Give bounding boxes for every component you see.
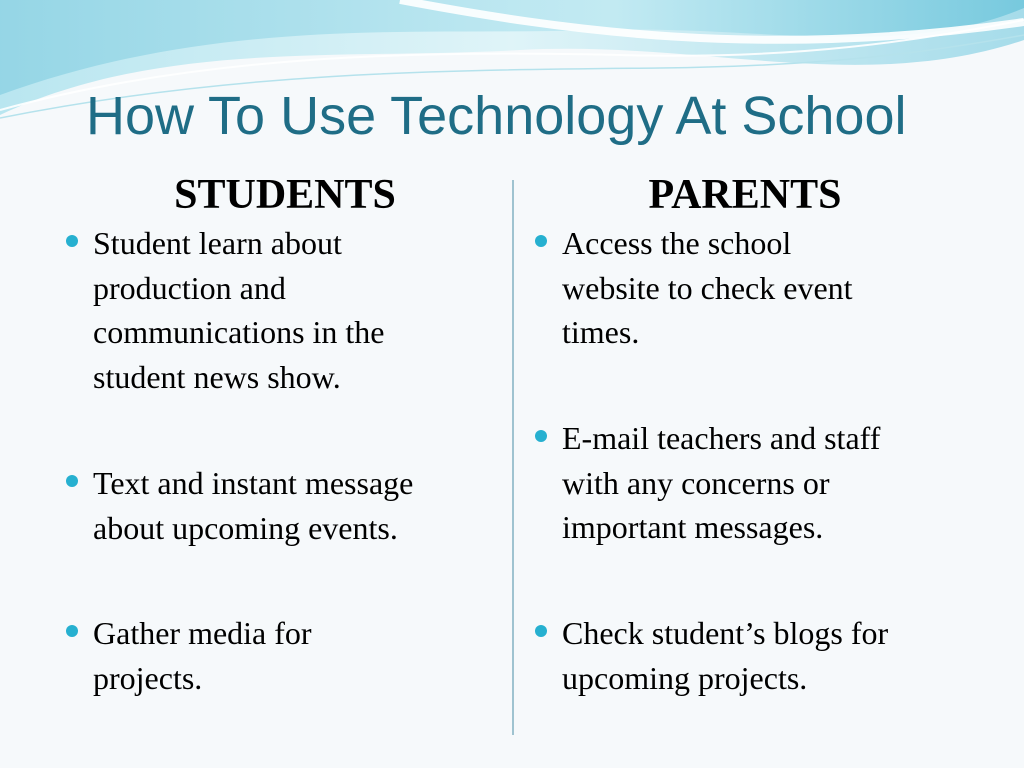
parents-bullet (562, 611, 888, 700)
students-bullet (93, 221, 385, 399)
bullet-text-line: projects. (93, 659, 203, 696)
column-divider (512, 180, 514, 735)
slide-title: How To Use Technology At School (86, 86, 907, 146)
bullet-dot-icon (66, 475, 78, 487)
bullet-text-line: Access the school (562, 225, 792, 261)
bullet-text-line: about upcoming events. (93, 509, 398, 546)
bullet-dot-icon (535, 430, 547, 442)
students-heading: STUDENTS (174, 172, 396, 218)
parents-heading: PARENTS (648, 172, 842, 218)
bullet-dot-icon (535, 235, 547, 247)
students-bullet (93, 461, 413, 550)
bullet-text-line: upcoming projects. (562, 659, 808, 696)
bullet-text-line: student news show. (93, 358, 341, 395)
bullet-text-line: Student learn about (93, 225, 342, 261)
bullet-dot-icon (66, 235, 78, 247)
parents-bullet (562, 416, 880, 550)
bullet-text-line: E-mail teachers and staff (562, 420, 881, 456)
bullet-text-line: Text and instant message (93, 465, 414, 501)
bullet-dot-icon (535, 625, 547, 637)
bullet-text-line: with any concerns or (562, 464, 830, 501)
bullet-text-line: production and (93, 269, 286, 306)
parents-bullet (562, 221, 853, 355)
bullet-text-line: important messages. (562, 509, 824, 545)
bullet-text-line: website to check event (562, 269, 853, 306)
bullet-text-line: Gather media for (93, 615, 312, 651)
bullet-text-line: times. (562, 314, 640, 350)
students-bullet (93, 611, 312, 700)
bullet-text-line: Check student’s blogs for (562, 615, 889, 651)
bullet-dot-icon (66, 625, 78, 637)
bullet-text-line: communications in the (93, 314, 385, 350)
